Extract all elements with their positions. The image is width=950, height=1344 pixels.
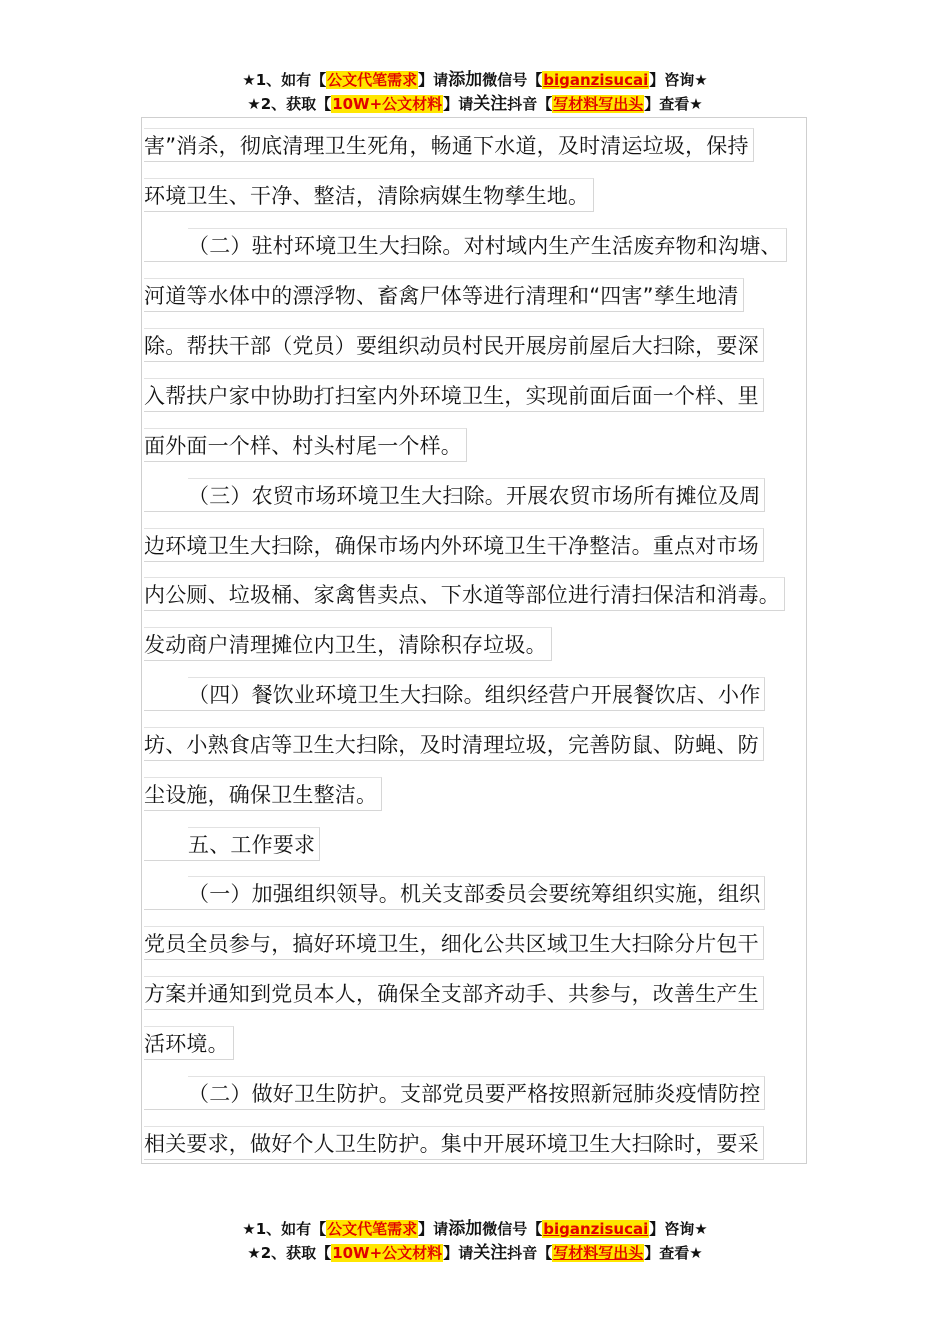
douyin-account-link[interactable]: 写材料写出头 [553,1244,644,1262]
banner-text: ★2、获取【 [247,95,332,113]
line-text: 活环境。 [144,1026,234,1059]
banner-text: 】请 [443,95,474,113]
highlight-service: 公文代笔需求 [327,1220,418,1238]
highlight-materials: 10W+公文材料 [332,95,443,113]
highlight-materials: 10W+公文材料 [332,1244,443,1262]
line-text: （二）做好卫生防护。支部党员要严格按照新冠肺炎疫情防控 [188,1076,765,1109]
body-line [144,577,785,611]
section-heading [144,827,320,861]
banner-line-1 [0,1217,950,1241]
line-text: 党员全员参与，搞好环境卫生，细化公共区域卫生大扫除分片包干 [144,926,764,959]
banner-emphasis: 关注 [473,94,508,114]
body-line [144,128,754,162]
body-line [144,278,744,312]
body-line [144,926,764,960]
line-text: 害”消杀，彻底清理卫生死角，畅通下水道，及时清运垃圾，保持 [144,128,754,161]
banner-text: 】查看★ [644,1244,703,1262]
body-line [144,378,764,412]
banner-text: 】请 [443,1244,474,1262]
body-line [144,1126,764,1160]
banner-text: ★2、获取【 [247,1244,332,1262]
line-text: 环境卫生、干净、整洁，清除病媒生物孳生地。 [144,178,594,211]
banner-text: 】请 [418,71,449,89]
line-text: 发动商户清理摊位内卫生，清除积存垃圾。 [144,627,552,660]
banner-text: 抖音【 [507,95,553,113]
body-line [144,1076,765,1110]
body-line [144,777,382,811]
banner-text: 】查看★ [644,95,703,113]
banner-text: 】咨询★ [649,1220,708,1238]
body-line [144,478,765,512]
banner-text: 】请 [418,1220,449,1238]
header-banner [0,68,950,116]
banner-line-2 [0,1241,950,1265]
line-text: 尘设施，确保卫生整洁。 [144,777,382,810]
banner-emphasis: 添加 [448,70,483,90]
line-text: 河道等水体中的漂浮物、畜禽尸体等进行清理和“四害”孳生地清 [144,278,744,311]
line-text: 内公厕、垃圾桶、家禽售卖点、下水道等部位进行清扫保洁和消毒。 [144,577,785,610]
banner-emphasis: 添加 [448,1219,483,1239]
body-line [144,727,764,761]
banner-text: ★1、如有【 [242,1220,327,1238]
line-text: 面外面一个样、村头村尾一个样。 [144,428,467,461]
line-text: 除。帮扶干部（党员）要组织动员村民开展房前屋后大扫除，要深 [144,328,764,361]
body-line [144,1026,234,1060]
body-line [144,677,765,711]
banner-emphasis: 关注 [473,1243,508,1263]
wechat-id-link[interactable]: biganzisucai [543,71,649,89]
body-line [144,528,764,562]
body-line [144,178,594,212]
line-text: （一）加强组织领导。机关支部委员会要统筹组织实施，组织 [188,876,765,909]
footer-banner [0,1217,950,1265]
highlight-service: 公文代笔需求 [327,71,418,89]
body-line [144,876,765,910]
line-text: 边环境卫生大扫除，确保市场内外环境卫生干净整洁。重点对市场 [144,528,764,561]
banner-line-1 [0,68,950,92]
line-text: （四）餐饮业环境卫生大扫除。组织经营户开展餐饮店、小作 [188,677,765,710]
banner-line-2 [0,92,950,116]
line-text: 五、工作要求 [188,827,320,860]
line-text: 相关要求，做好个人卫生防护。集中开展环境卫生大扫除时，要采 [144,1126,764,1159]
line-text: 方案并通知到党员本人，确保全支部齐动手、共参与，改善生产生 [144,976,764,1009]
body-line [144,976,764,1010]
body-line [144,428,467,462]
line-text: （三）农贸市场环境卫生大扫除。开展农贸市场所有摊位及周 [188,478,765,511]
banner-text: ★1、如有【 [242,71,327,89]
body-line [144,228,787,262]
body-line [144,627,552,661]
banner-text: 】咨询★ [649,71,708,89]
line-text: 坊、小熟食店等卫生大扫除，及时清理垃圾，完善防鼠、防蝇、防 [144,727,764,760]
banner-text: 微信号【 [482,71,543,89]
line-text: （二）驻村环境卫生大扫除。对村域内生产生活废弃物和沟塘、 [188,228,787,261]
wechat-id-link[interactable]: biganzisucai [543,1220,649,1238]
banner-text: 微信号【 [482,1220,543,1238]
body-line [144,328,764,362]
line-text: 入帮扶户家中协助打扫室内外环境卫生，实现前面后面一个样、里 [144,378,764,411]
banner-text: 抖音【 [507,1244,553,1262]
douyin-account-link[interactable]: 写材料写出头 [553,95,644,113]
